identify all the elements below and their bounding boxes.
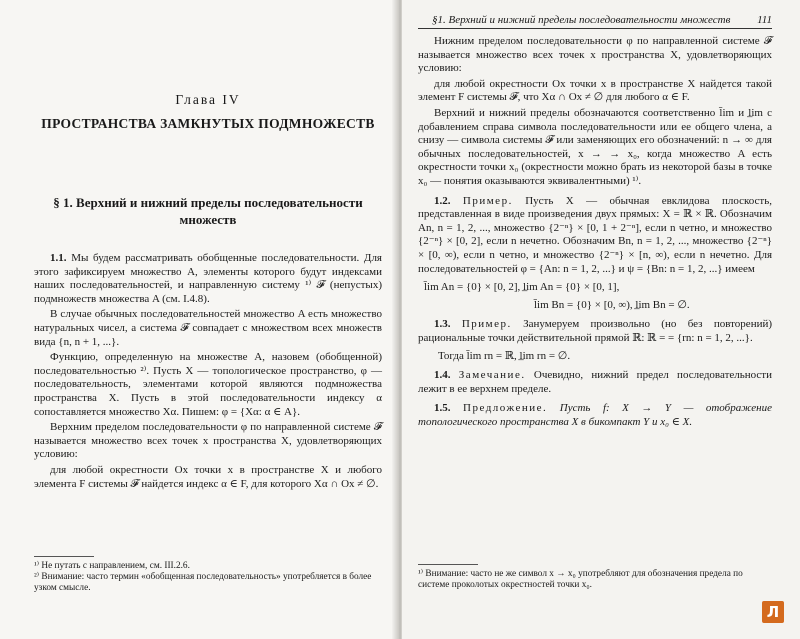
paragraph-number: 1.4. [434, 369, 451, 382]
formula: l̄im Bn = {0} × [0, ∞), l̲im Bn = ∅. [534, 299, 690, 312]
paragraph: Верхний и нижний пределы обозначаются соответственно l̄im и l̲im с добавлением справа символа последовательности или ее общего члена, а снизу — символа системы 𝓕 или заменяющих его обозначений: n → ∞ для обычных последовательностей, x → → x₀, когда множество A есть окрестности точки x₀ (окрестности можно брать из некоторой базы в точке x₀ — понятия оказываются эквивалентными) ¹⁾. [418, 106, 772, 187]
running-head [418, 14, 772, 29]
paragraph: Верхним пределом последовательности φ по направленной системе 𝓕 называется множество всех точек x пространства X, удовлетворяющих условию: [34, 421, 382, 461]
paragraph: для любой окрестности Ox точки x в пространстве X найдется такой элемент F системы 𝓕, что Xα ∩ Ox ≠ ∅ для любого α ∈ F. [418, 77, 772, 104]
paragraph-text: Очевидно, нижний предел последовательности лежит в ее верхнем пределе. [418, 369, 773, 395]
paragraph: Нижним пределом последовательности φ по направленной системе 𝓕 называется множество всех точек x пространства X, удовлетворяющих условию: [418, 35, 772, 75]
right-page [402, 0, 800, 639]
paragraph-number: 1.3. [434, 318, 451, 331]
paragraph-number: 1.5. [434, 402, 451, 415]
section-title: § 1. Верхний и нижний пределы последовательности множеств [53, 195, 363, 227]
footnotes [34, 556, 372, 594]
footnote: ¹⁾ Не путать с направлением, см. III.2.6. [34, 561, 190, 571]
formula: Тогда l̄im rn = ℝ, l̲im rn = ∅. [438, 350, 571, 363]
footnote: ²⁾ Внимание: часто термин «обобщенная последовательность» употребляется в более узком смысле. [34, 572, 372, 593]
paragraph-heading: Пример. [461, 318, 512, 331]
running-head-title: §1. Верхний и нижний пределы последовательности множеств [432, 14, 731, 26]
paragraph-text: Занумеруем произвольно (но без повторений) рациональные точки действительной прямой ℝ: ℝ = = {rn: n = 1, 2, ...}. [418, 318, 773, 344]
paragraph-1-4 [418, 369, 772, 396]
publisher-logo-icon: Л [762, 601, 784, 623]
paragraph-heading: Пример. [462, 194, 513, 207]
paragraph-heading: Предложение. [463, 402, 548, 415]
paragraph-1-2 [418, 195, 772, 277]
chapter-label: Глава IV [175, 92, 241, 107]
paragraph: В случае обычных последовательностей множество A есть множество натуральных чисел, а система 𝓕 совпадает с множеством всех множеств вида {n, n + 1, ...}. [34, 308, 382, 348]
paragraph: для любой окрестности Ox точки x в пространстве X и любого элемента F системы 𝓕 найдется индекс α ∈ F, для которого Xα ∩ Ox ≠ ∅. [34, 463, 382, 490]
paragraph-heading: Замечание. [458, 369, 526, 382]
paragraph-number: 1.1. [50, 252, 67, 264]
paragraph-1-5 [418, 402, 772, 429]
footnote: ¹⁾ Внимание: часто не же символ x → x₀ употребляют для обозначения предела по системе проколотых окрестностей точки x₀. [418, 569, 743, 590]
paragraph-1-3 [418, 318, 772, 345]
paragraph-number: 1.2. [434, 194, 451, 207]
paragraph-text: Пусть f: X → Y — отображение топологического пространства X в бикомпакт Y и x₀ ∈ X. [418, 402, 772, 429]
paragraph-text: Пусть X — обычная евклидова плоскость, представленная в виде произведения двух прямых: X = ℝ × ℝ. Обозначим An, n = 1, 2, ..., множество {2⁻ⁿ} × [0, 1 + 2⁻ⁿ], если n четно, и множество {2⁻ⁿ} × [0, 2], если n нечетно. Обозначим Bn, n = 1, 2, ..., множество {2⁻ⁿ} × [0, ∞), если n четно, и множество {2⁻ⁿ} × [n, ∞), если n нечетно. Для последовательностей φ = {An: n = 1, 2, ...} и ψ = {Bn: n = 1, 2, ...} имеем [418, 194, 772, 275]
footnotes [418, 564, 743, 591]
paragraph: Функцию, определенную на множестве A, назовем (обобщенной) последовательностью ²⁾. Пусть X — топологическое пространство, φ — последовательность, элементами которой являются подмножества пространства X. Пусть в этой последовательности индексу α сопоставляется множество Xα. Пишем: φ = {Xα: α ∈ A}. [34, 351, 382, 418]
left-page [0, 0, 398, 639]
paragraph-1-1 [34, 252, 382, 306]
formula: l̄im An = {0} × [0, 2], l̲im An = {0} × [0, 1], [424, 281, 620, 294]
chapter-title: ПРОСТРАНСТВА ЗАМКНУТЫХ ПОДМНОЖЕСТВ [41, 116, 375, 131]
paragraph-text: Мы будем рассматривать обобщенные последовательности. Для этого зафиксируем множество A, элементы которого будут индексами наших последовательностей, и направленную систему ¹⁾ 𝓕 (непустых) подмножеств множества A (см. I.4.8). [34, 252, 382, 305]
page-number: 111 [757, 14, 772, 26]
